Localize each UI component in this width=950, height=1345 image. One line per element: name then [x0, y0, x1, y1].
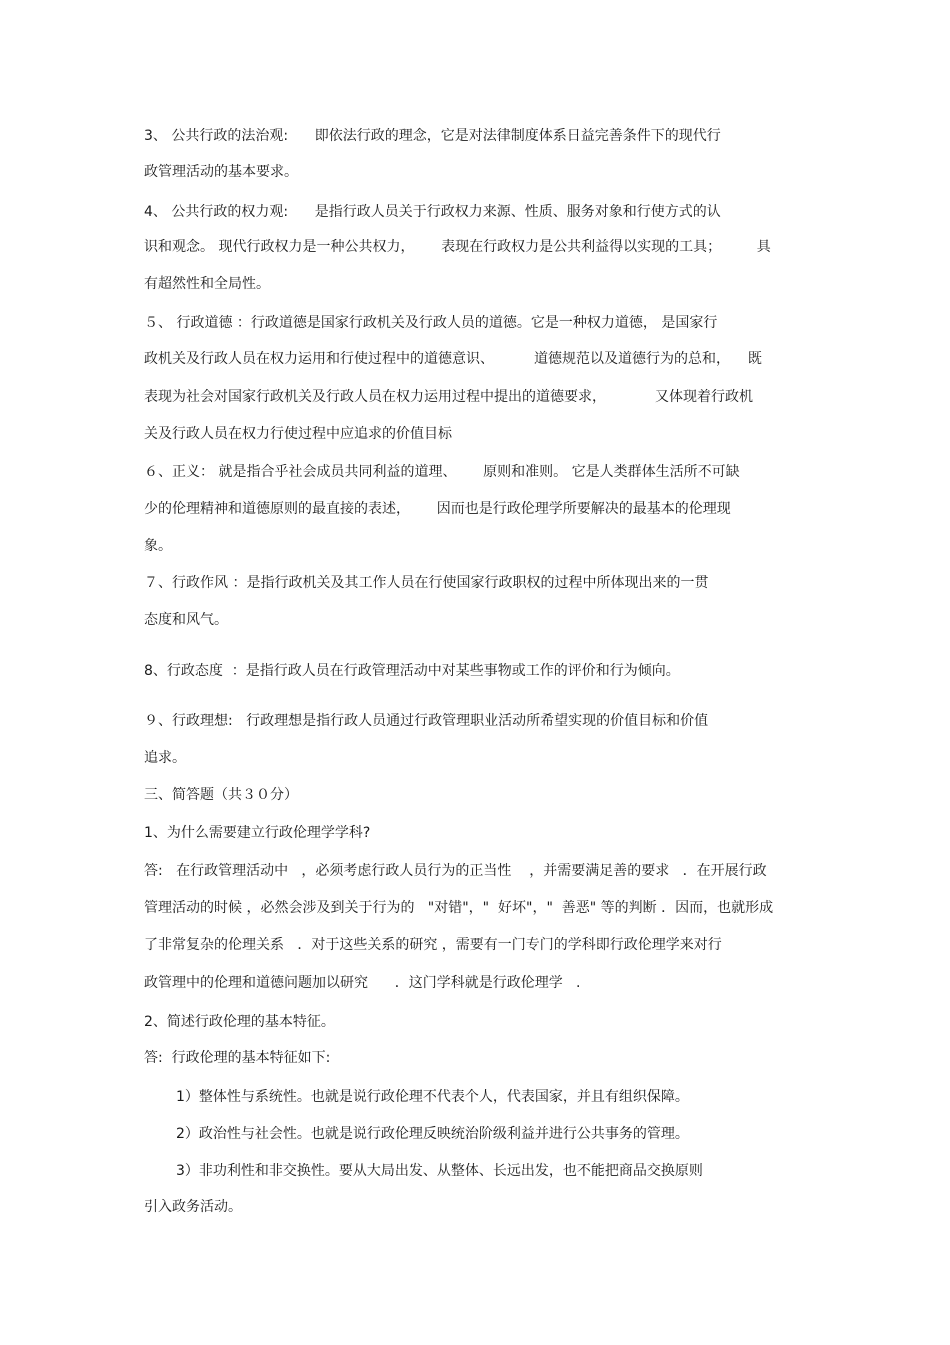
- item-7-line-2: 态度和风气。: [144, 612, 228, 628]
- answer-2-point-3: 3）非功利性和非交换性。要从大局出发、从整体、长远出发，也不能把商品交换原则: [176, 1163, 703, 1179]
- item-9-line-2: 追求。: [144, 750, 186, 766]
- question-2: 2、简述行政伦理的基本特征。: [144, 1014, 335, 1030]
- item-4-line-3: 有超然性和全局性。: [144, 276, 270, 292]
- item-4-line-2: 识和观念。 现代行政权力是一种公共权力， 表现在行政权力是公共利益得以实现的工具； 具: [144, 239, 771, 255]
- answer-1-line-4: 政管理中的伦理和道德问题加以研究 ．这门学科就是行政伦理学 .: [144, 975, 581, 991]
- answer-1-line-1: 答: 在行政管理活动中 ，必须考虑行政人员行为的正当性 ，并需要满足善的要求 ．在开展行政: [144, 863, 767, 879]
- question-1: 1、为什么需要建立行政伦理学学科?: [144, 825, 371, 841]
- item-6-line-1: ６、正义： 就是指合乎社会成员共同利益的道理、 原则和准则。 它是人类群体生活所不可缺: [144, 464, 740, 480]
- answer-2-point-2: 2）政治性与社会性。也就是说行政伦理反映统治阶级利益并进行公共事务的管理。: [176, 1126, 689, 1142]
- item-8-line-1: 8、行政态度 ：是指行政人员在行政管理活动中对某些事物或工作的评价和行为倾向。: [144, 663, 680, 679]
- section-heading: 三、简答题（共３０分）: [144, 787, 298, 803]
- item-5-line-4: 关及行政人员在权力行使过程中应追求的价值目标: [144, 426, 452, 442]
- answer-2-point-1: 1）整体性与系统性。也就是说行政伦理不代表个人，代表国家，并且有组织保障。: [176, 1089, 689, 1105]
- item-3-line-2: 政管理活动的基本要求。: [144, 164, 298, 180]
- answer-1-line-2: 管理活动的时候 ，必然会涉及到关于行为的 "对错"，" 好坏"，" 善恶" 等的判断 ．因而，也就形成: [144, 900, 774, 916]
- item-3-line-1: 3、 公共行政的法治观: 即依法行政的理念，它是对法律制度体系日益完善条件下的现代行: [144, 128, 721, 144]
- answer-1-line-3: 了非常复杂的伦理关系 ．对于这些关系的研究 ，需要有一门专门的学科即行政伦理学来对行: [144, 937, 722, 953]
- item-6-line-2: 少的伦理精神和道德原则的最直接的表述， 因而也是行政伦理学所要解决的最基本的伦理现: [144, 501, 731, 517]
- item-5-line-3: 表现为社会对国家行政机关及行政人员在权力运用过程中提出的道德要求， 又体现着行政机: [144, 389, 753, 405]
- item-5-line-2: 政机关及行政人员在权力运用和行使过程中的道德意识、 道德规范以及道德行为的总和， 既: [144, 351, 762, 367]
- item-4-line-1: 4、 公共行政的权力观: 是指行政人员关于行政权力来源、性质、服务对象和行使方式的认: [144, 204, 721, 220]
- item-9-line-1: ９、行政理想: 行政理想是指行政人员通过行政管理职业活动所希望实现的价值目标和价值: [144, 713, 709, 729]
- answer-2-intro: 答: 行政伦理的基本特征如下:: [144, 1050, 331, 1066]
- item-6-line-3: 象。: [144, 538, 172, 554]
- item-5-line-1: ５、 行政道德 ：行政道德是国家行政机关及行政人员的道德。它是一种权力道德， 是国家行: [144, 315, 718, 331]
- item-7-line-1: ７、行政作风 ：是指行政机关及其工作人员在行使国家行政职权的过程中所体现出来的一贯: [144, 575, 709, 591]
- answer-2-point-3-cont: 引入政务活动。: [144, 1199, 242, 1215]
